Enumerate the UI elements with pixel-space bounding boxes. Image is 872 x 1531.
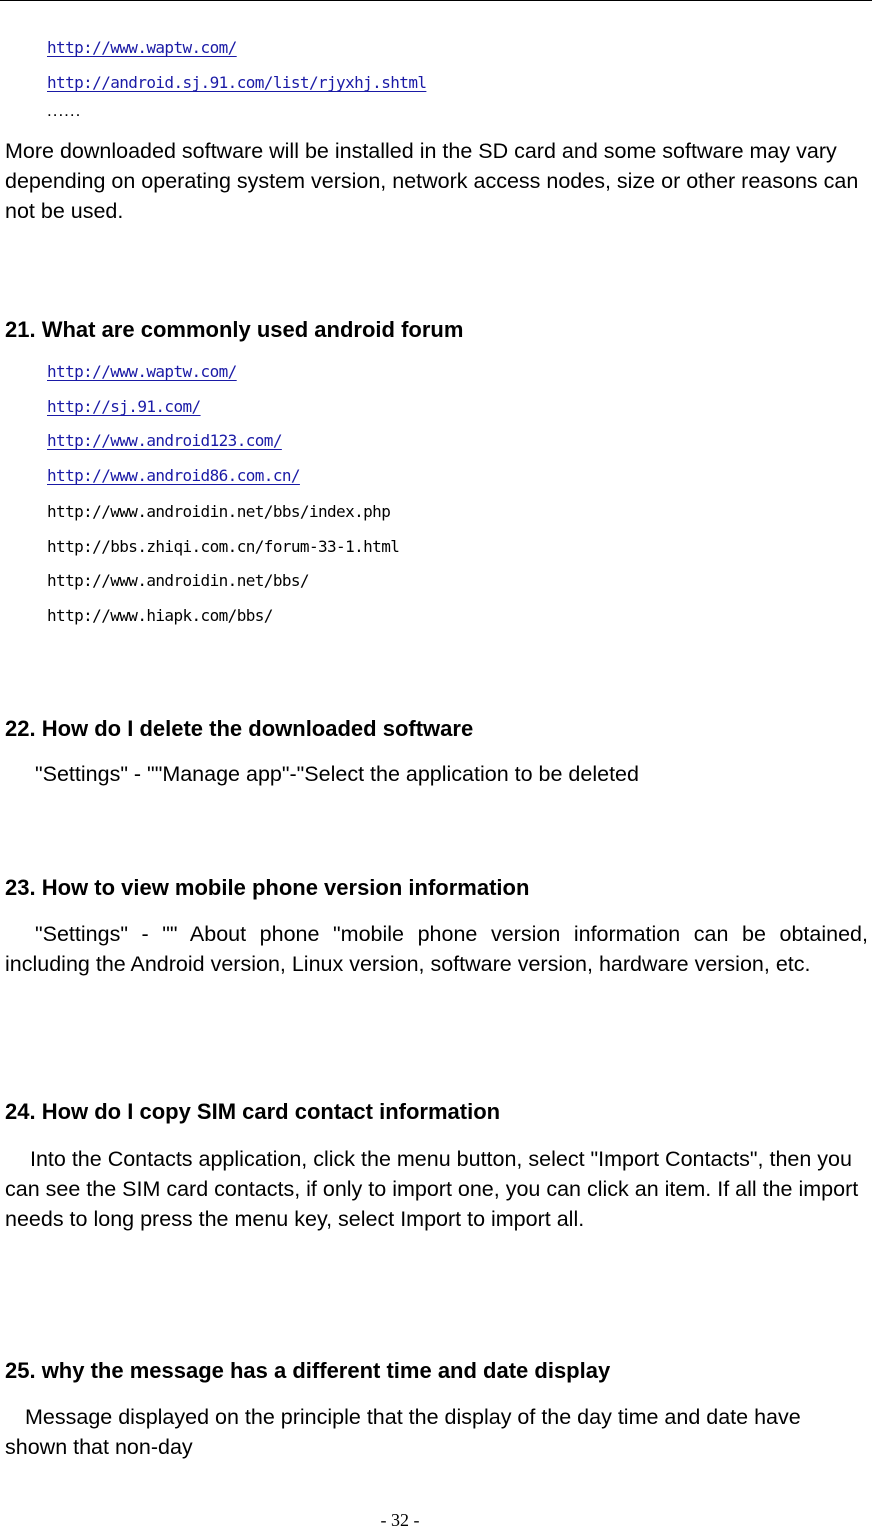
section-21-heading: 21. What are commonly used android forum [5, 317, 464, 342]
forum-link[interactable]: http://sj.91.com/ [47, 397, 201, 416]
section-22-body: "Settings" - ""Manage app"-"Select the application to be deleted [35, 762, 639, 786]
section-23-body: "Settings" - "" About phone "mobile phone version information can be obtained, including the Android version, Linux version, software version, hardware version, etc. [5, 922, 868, 976]
forum-url: http://www.hiapk.com/bbs/ [47, 606, 273, 625]
section-25-heading: 25. why the message has a different time and date display [5, 1358, 611, 1383]
forum-link[interactable]: http://www.android86.com.cn/ [47, 466, 300, 485]
page-number: - 32 - [380, 1510, 420, 1530]
forum-link[interactable]: http://www.waptw.com/ [47, 362, 237, 381]
link-android-sj91[interactable]: http://android.sj.91.com/list/rjyxhj.shtml [47, 73, 427, 92]
link-waptw[interactable]: http://www.waptw.com/ [47, 38, 237, 57]
section-22-heading: 22. How do I delete the downloaded software [5, 716, 474, 741]
section-25-body: Message displayed on the principle that the display of the day time and date have shown that non-day [5, 1405, 801, 1459]
top-rule [0, 0, 872, 1]
forum-url: http://bbs.zhiqi.com.cn/forum-33-1.html [47, 537, 400, 556]
section-24-heading: 24. How do I copy SIM card contact information [5, 1099, 501, 1124]
forum-link[interactable]: http://www.android123.com/ [47, 431, 282, 450]
ellipsis: ...... [47, 101, 82, 120]
forum-url: http://www.androidin.net/bbs/index.php [47, 502, 391, 521]
forum-url: http://www.androidin.net/bbs/ [47, 571, 309, 590]
section-24-body: Into the Contacts application, click the menu button, select "Import Contacts", then you can see the SIM card contacts, if only to import one, you can click an item. If all the import needs to long press the menu key, select Import to import all. [5, 1147, 859, 1231]
section-23-heading: 23. How to view mobile phone version information [5, 875, 530, 900]
intro-paragraph: More downloaded software will be installed in the SD card and some software may vary depending on operating system version, network access nodes, size or other reasons can not be used. [5, 139, 859, 223]
